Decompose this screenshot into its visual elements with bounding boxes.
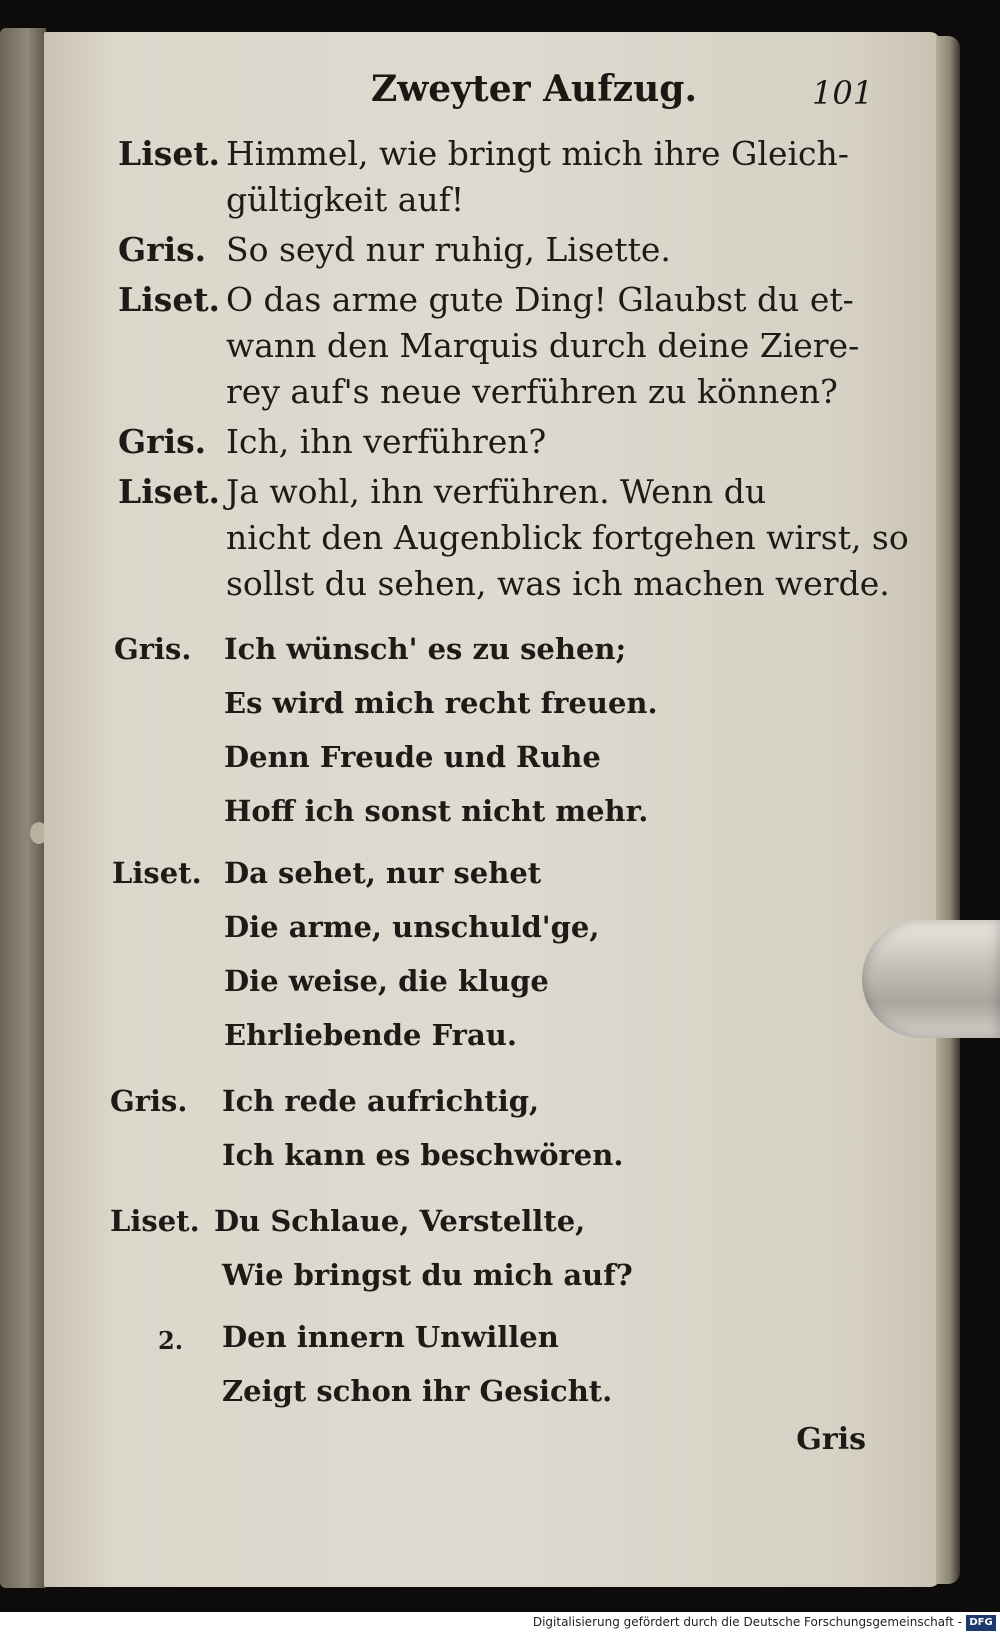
speaker-label: Liset.: [118, 280, 221, 319]
verse-line: Es wird mich recht freuen.: [224, 686, 658, 720]
dialogue-line: rey auf's neue verführen zu können?: [226, 372, 838, 411]
verse-line: Den innern Unwillen: [222, 1320, 559, 1354]
verse-line: Die arme, unschuld'ge,: [224, 910, 600, 944]
verse-line: Denn Freude und Ruhe: [224, 740, 601, 774]
page-header: [44, 64, 940, 124]
page-clip: [862, 920, 1000, 1038]
digitization-footer: [0, 1612, 1000, 1636]
verse-line: Ich wünsch' es zu sehen;: [224, 632, 627, 666]
page-number: 101: [812, 74, 874, 112]
dialogue-line: gültigkeit auf!: [226, 180, 465, 219]
verse-line: Ehrliebende Frau.: [224, 1018, 517, 1052]
verse-line: Ich rede aufrichtig,: [222, 1084, 540, 1118]
dialogue-line: nicht den Augenblick fortgehen wirst, so: [226, 518, 909, 557]
dialogue-line: O das arme gute Ding! Glaubst du et-: [226, 280, 854, 319]
speaker-label: Gris.: [114, 632, 192, 666]
running-title: Zweyter Aufzug.: [370, 68, 698, 110]
verse-line: Da sehet, nur sehet: [224, 856, 542, 890]
dialogue-line: wann den Marquis durch deine Ziere-: [226, 326, 860, 365]
speaker-label: Liset.: [112, 856, 202, 890]
verse-line: Zeigt schon ihr Gesicht.: [222, 1374, 613, 1408]
speaker-label: Liset.: [110, 1204, 200, 1238]
speaker-label: Gris.: [110, 1084, 188, 1118]
page-stack-edge: [936, 36, 960, 1584]
funding-credit: Digitalisierung gefördert durch die Deutsche Forschungsgemeinschaft -: [532, 1615, 962, 1629]
catchword: Gris: [796, 1422, 866, 1457]
speaker-label: Liset.: [118, 134, 221, 173]
dialogue-line: Himmel, wie bringt mich ihre Gleich-: [226, 134, 849, 173]
verse-line: Wie bringst du mich auf?: [222, 1258, 633, 1292]
dialogue-line: sollst du sehen, was ich machen werde.: [226, 564, 890, 603]
dfg-logo: DFG: [966, 1615, 996, 1631]
verse-line: Du Schlaue, Verstellte,: [214, 1204, 586, 1238]
previous-page-edge: [0, 28, 46, 1588]
dialogue-line: So seyd nur ruhig, Lisette.: [226, 230, 671, 269]
dialogue-line: Ich, ihn verführen?: [226, 422, 547, 461]
verse-number: 2.: [158, 1326, 184, 1355]
speaker-label: Liset.: [118, 472, 221, 511]
verse-line: Ich kann es beschwören.: [222, 1138, 624, 1172]
verse-line: Hoff ich sonst nicht mehr.: [224, 794, 649, 828]
dialogue-line: Ja wohl, ihn verführen. Wenn du: [226, 472, 767, 511]
verse-line: Die weise, die kluge: [224, 964, 549, 998]
speaker-label: Gris.: [118, 230, 207, 269]
speaker-label: Gris.: [118, 422, 207, 461]
